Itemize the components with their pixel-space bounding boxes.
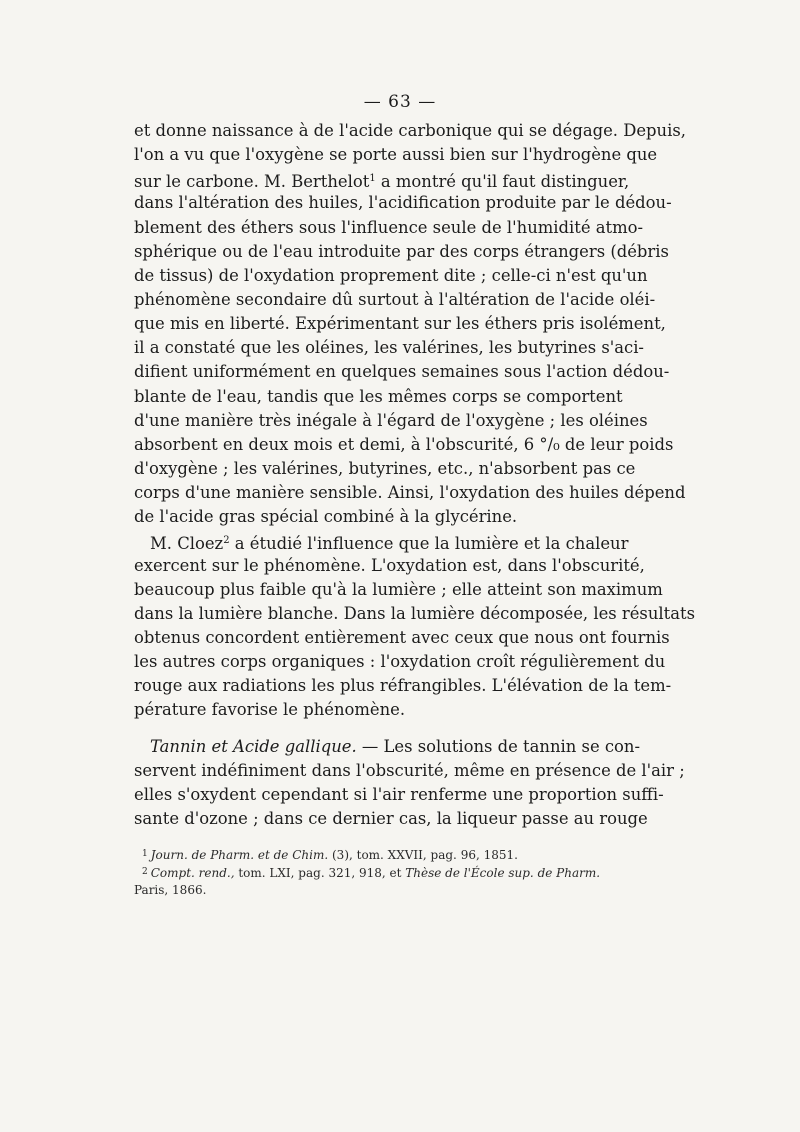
text-line: d'une manière très inégale à l'égard de l'oxygène ; les oléines — [134, 410, 648, 430]
text-line — [134, 735, 640, 759]
text-line: il a constaté que les oléines, les valérines, les butyrines s'aci- — [134, 338, 644, 358]
text-line: phénomène secondaire dû surtout à l'altération de l'acide oléi- — [134, 289, 656, 309]
text-line: sante d'ozone ; dans ce dernier cas, la liqueur passe au rouge — [134, 808, 648, 828]
footnote-2 — [134, 864, 602, 882]
text-line: de l'acide gras spécial combiné à la glycérine. — [134, 507, 518, 527]
text-line: et donne naissance à de l'acide carbonique qui se dégage. Depuis, — [134, 121, 686, 140]
paragraph-gap — [134, 723, 602, 735]
footnote-rest: (3), tom. XXVII, pag. 96, 1851. — [332, 848, 518, 862]
text-line: corps d'une manière sensible. Ainsi, l'oxydation des huiles dépend — [134, 483, 686, 503]
footnote-source: Journ. de Pharm. et de Chim. — [150, 848, 329, 862]
page-number: — 63 — — [363, 92, 437, 112]
text-line: servent indéfiniment dans l'obscurité, même en présence de l'air ; — [134, 760, 685, 780]
text-line: de tissus) de l'oxydation proprement dite ; celle-ci n'est qu'un — [134, 265, 648, 285]
text-line: blement des éthers sous l'influence seule de l'humidité atmo- — [134, 217, 644, 237]
text-line: d'oxygène ; les valérines, butyrines, etc., n'absorbent pas ce — [134, 458, 636, 478]
footnote-1 — [134, 846, 602, 864]
text-line: obtenus concordent entièrement avec ceux que nous ont fournis — [134, 627, 670, 647]
footnote-middle: tom. LXI, pag. 321, 918, et — [238, 866, 402, 880]
text-line: blante de l'eau, tandis que les mêmes corps se comportent — [134, 386, 623, 406]
cloez-start: M. Cloez — [150, 534, 224, 554]
footnote-number: 2 — [142, 867, 148, 877]
footnotes — [134, 846, 602, 899]
body-text — [134, 119, 695, 831]
footnote-source: Compt. rend., — [150, 866, 235, 880]
berthelot-text: sur le carbone. M. Berthelot — [134, 172, 370, 192]
footnote-ref-1: 1 — [369, 173, 376, 185]
text-line: dans l'altération des huiles, l'acidification produite par le dédou- — [134, 193, 672, 213]
text-line: elles s'oxydent cependant si l'air renferme une proportion suffi- — [134, 784, 664, 804]
footnote-ref-2: 2 — [223, 535, 230, 547]
text-line: difient uniformément en quelques semaines sous l'action dédou- — [134, 362, 670, 382]
text-line: beaucoup plus faible qu'à la lumière ; elle atteint son maximum — [134, 579, 663, 599]
footnote-number: 1 — [142, 849, 148, 859]
cloez-rest: a étudié l'influence que la lumière et la chaleur — [234, 534, 629, 554]
footnote-2-continuation: Paris, 1866. — [134, 883, 207, 897]
text-line — [134, 529, 629, 554]
text-line: pérature favorise le phénomène. — [134, 700, 406, 720]
section-first-rest: — Les solutions de tannin se con- — [361, 736, 640, 756]
text-line: dans la lumière blanche. Dans la lumière décomposée, les résultats — [134, 603, 695, 623]
text-line: l'on a vu que l'oxygène se porte aussi bien sur l'hydrogène que — [134, 145, 658, 165]
text-line — [134, 167, 630, 192]
text-line: absorbent en deux mois et demi, à l'obscurité, 6 °/₀ de leur poids — [134, 434, 674, 454]
text-line: sphérique ou de l'eau introduite par des corps étrangers (débris — [134, 241, 669, 261]
berthelot-rest: a montré qu'il faut distinguer, — [380, 172, 630, 192]
text-line: rouge aux radiations les plus réfrangibles. L'élévation de la tem- — [134, 676, 672, 696]
text-line: exercent sur le phénomène. L'oxydation est, dans l'obscurité, — [134, 555, 645, 575]
footnote-source-2: Thèse de l'École sup. de Pharm. — [405, 866, 601, 880]
text-line: les autres corps organiques : l'oxydation croît régulièrement du — [134, 652, 666, 672]
section-title: Tannin et Acide gallique. — [150, 736, 357, 756]
text-line: que mis en liberté. Expérimentant sur les éthers pris isolément, — [134, 314, 666, 334]
